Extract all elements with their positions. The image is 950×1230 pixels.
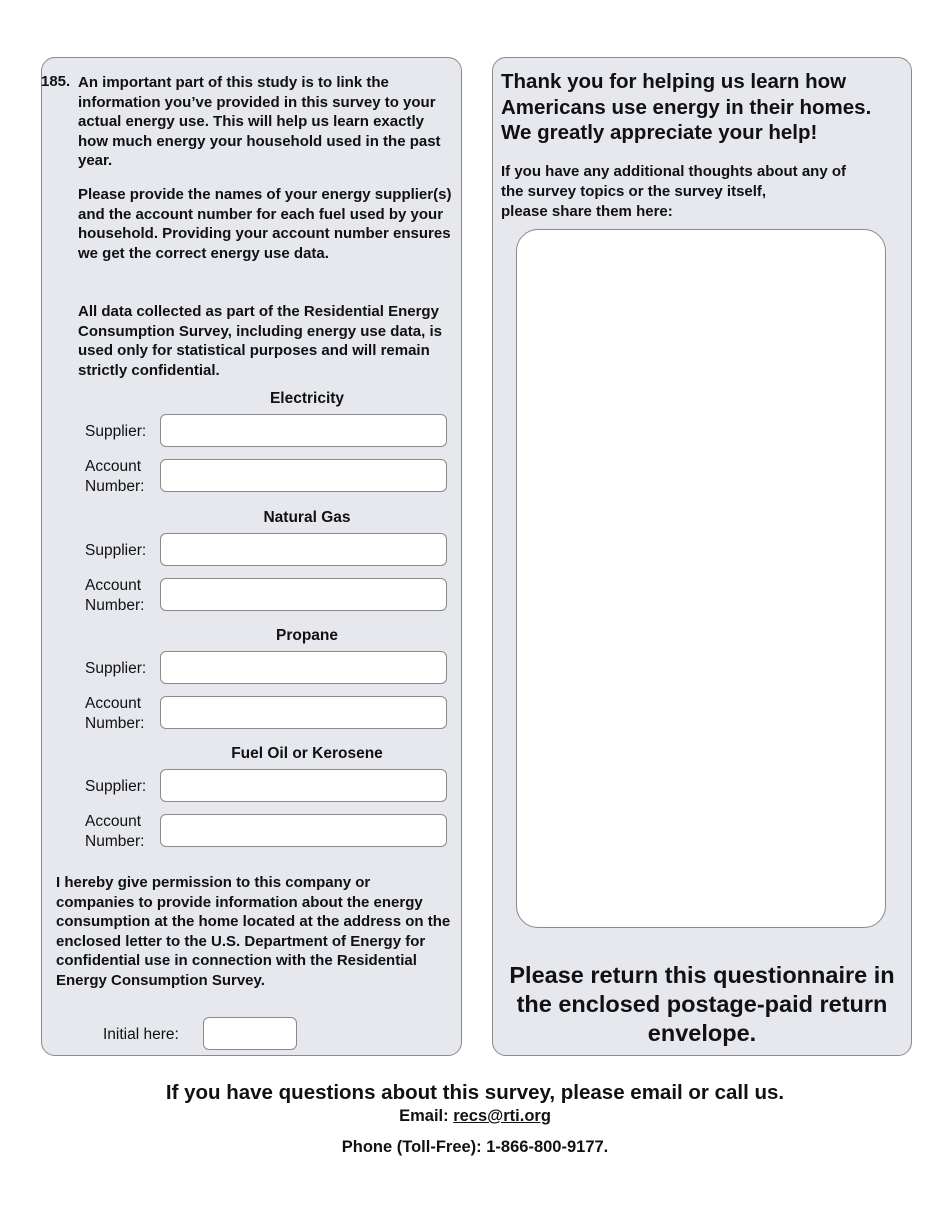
comments-textarea[interactable] [516,229,886,928]
fuel-heading-fuel-oil: Fuel Oil or Kerosene [231,745,383,762]
fuel-heading-propane: Propane [275,627,338,644]
account-label-line2: Number: [85,715,145,732]
account-label-line2: Number: [85,597,145,614]
comments-prompt-line3: please share them here: [501,203,673,220]
footer-questions: If you have questions about this survey, please email or call us. [165,1081,785,1104]
comments-prompt-line2: the survey topics or the survey itself, [501,183,767,200]
fuel-heading-electricity: Electricity [269,390,345,407]
question-panel [41,57,462,1056]
account-label-line1: Account [85,577,142,594]
return-instructions: Please return this questionnaire in the enclosed postage-paid return envelope. [509,962,895,1046]
footer-email-line [0,1107,950,1126]
email-label: Email: [399,1107,454,1125]
comments-prompt [501,162,905,222]
natural-gas-account-input[interactable] [160,578,447,611]
thank-you-panel [492,57,912,1056]
propane-account-input[interactable] [160,696,447,729]
thank-you-heading: Thank you for helping us learn how Americans use energy in their homes. We greatly appreciate your help! [501,70,872,144]
account-label-line1: Account [85,458,142,475]
initial-input[interactable] [203,1017,297,1050]
account-label-line2: Number: [85,833,145,850]
intro-paragraph: An important part of this study is to link the information you’ve provided in this survey to your actual energy use. This will help us learn exactly how much energy your household used in the past year. [78,74,441,169]
fuel-oil-account-input[interactable] [160,814,447,847]
supplier-label: Supplier: [85,542,147,559]
natural-gas-supplier-input[interactable] [160,533,447,566]
account-label-line1: Account [85,695,142,712]
account-label-line2: Number: [85,478,145,495]
question-number: 185. [41,73,71,90]
fuel-oil-supplier-input[interactable] [160,769,447,802]
electricity-account-input[interactable] [160,459,447,492]
permission-statement: I hereby give permission to this company or companies to provide information about the energy consumption at the home located at the address on the enclosed letter to the U.S. Department of Energy for confidential use in connection with the Residential Energy Consumption Survey. [56,874,451,989]
initial-label: Initial here: [103,1026,179,1043]
supplier-label: Supplier: [85,423,147,440]
comments-prompt-line1: If you have any additional thoughts about any of [501,163,847,180]
email-link[interactable]: recs@rti.org [453,1107,551,1125]
supplier-label: Supplier: [85,778,147,795]
account-label-line1: Account [85,813,142,830]
fuel-heading-natural-gas: Natural Gas [263,509,351,526]
confidentiality-paragraph: All data collected as part of the Residential Energy Consumption Survey, including energy use data, is used only for statistical purposes and will remain strictly confidential. [78,303,442,379]
propane-supplier-input[interactable] [160,651,447,684]
supplier-label: Supplier: [85,660,147,677]
footer-phone: Phone (Toll-Free): 1-866-800-9177. [341,1138,609,1156]
electricity-supplier-input[interactable] [160,414,447,447]
instructions-paragraph: Please provide the names of your energy supplier(s) and the account number for each fuel used by your household. Providing your account number ensures we get the correct energy use data. [78,186,452,262]
